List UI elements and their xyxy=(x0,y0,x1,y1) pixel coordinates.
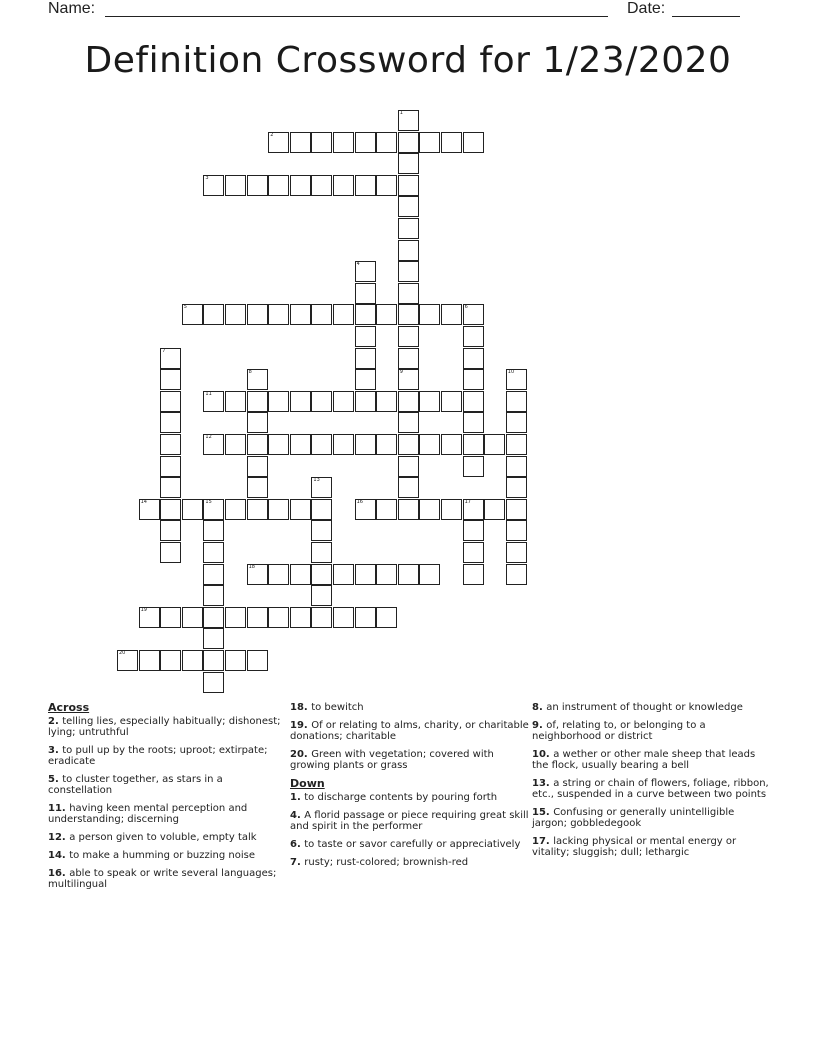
clue-text: of, relating to, or belonging to a neighborhood or district xyxy=(532,720,706,742)
clue-number-label: 1. xyxy=(290,792,305,803)
grid-cell[interactable] xyxy=(355,607,376,628)
grid-cell[interactable] xyxy=(225,607,246,628)
grid-cell[interactable] xyxy=(333,132,354,153)
grid-cell[interactable] xyxy=(290,175,311,196)
clue-item xyxy=(48,803,288,825)
grid-cell[interactable] xyxy=(247,499,268,520)
grid-cell[interactable] xyxy=(398,132,419,153)
grid-cell[interactable] xyxy=(311,499,332,520)
grid-cell[interactable] xyxy=(160,542,181,563)
grid-cell[interactable] xyxy=(160,391,181,412)
name-label: Name: xyxy=(48,0,96,17)
grid-cell[interactable] xyxy=(160,477,181,498)
grid-cell[interactable] xyxy=(290,564,311,585)
grid-cell[interactable] xyxy=(376,391,397,412)
grid-cell[interactable] xyxy=(311,585,332,606)
grid-cell[interactable] xyxy=(311,477,332,498)
grid-cell[interactable] xyxy=(441,132,462,153)
clue-number-label: 3. xyxy=(48,745,63,756)
page-title: Definition Crossword for 1/23/2020 xyxy=(84,40,732,81)
grid-cell[interactable] xyxy=(398,434,419,455)
grid-cell[interactable] xyxy=(506,391,527,412)
clue-number: 4 xyxy=(356,261,360,268)
grid-cell[interactable] xyxy=(268,607,289,628)
clue-item xyxy=(532,778,772,800)
grid-cell[interactable] xyxy=(225,650,246,671)
grid-cell[interactable] xyxy=(311,607,332,628)
grid-cell[interactable] xyxy=(225,434,246,455)
grid-cell[interactable] xyxy=(268,434,289,455)
grid-cell[interactable] xyxy=(463,499,484,520)
down-heading: Down xyxy=(290,777,325,790)
grid-cell[interactable] xyxy=(463,434,484,455)
grid-cell[interactable] xyxy=(268,391,289,412)
grid-cell[interactable] xyxy=(333,391,354,412)
clue-number-label: 10. xyxy=(532,749,554,760)
grid-cell[interactable] xyxy=(203,564,224,585)
grid-cell[interactable] xyxy=(398,369,419,390)
grid-cell[interactable] xyxy=(355,348,376,369)
clue-number: 5 xyxy=(183,304,187,311)
grid-cell[interactable] xyxy=(311,434,332,455)
clue-number: 16 xyxy=(356,498,363,505)
grid-cell[interactable] xyxy=(182,304,203,325)
grid-cell[interactable] xyxy=(355,304,376,325)
clue-number: 2 xyxy=(270,131,274,138)
grid-cell[interactable] xyxy=(290,304,311,325)
grid-cell[interactable] xyxy=(441,499,462,520)
clue-number-label: 15. xyxy=(532,807,554,818)
grid-cell[interactable] xyxy=(355,326,376,347)
clue-number: 9 xyxy=(399,369,403,376)
grid-cell[interactable] xyxy=(268,304,289,325)
clue-number: 7 xyxy=(162,347,166,354)
grid-cell[interactable] xyxy=(355,499,376,520)
grid-cell[interactable] xyxy=(268,132,289,153)
clue-item xyxy=(48,868,288,890)
clue-text: a string or chain of flowers, foliage, ribbon, etc., suspended in a curve between two points xyxy=(532,778,769,800)
grid-cell[interactable] xyxy=(203,175,224,196)
grid-cell[interactable] xyxy=(160,520,181,541)
clue-number-label: 17. xyxy=(532,836,554,847)
grid-cell[interactable] xyxy=(311,520,332,541)
grid-cell[interactable] xyxy=(398,240,419,261)
grid-cell[interactable] xyxy=(376,607,397,628)
grid-cell[interactable] xyxy=(203,434,224,455)
clue-number-label: 14. xyxy=(48,850,70,861)
grid-cell[interactable] xyxy=(376,499,397,520)
clue-item xyxy=(532,836,772,858)
clue-number: 1 xyxy=(399,110,403,116)
clue-text: rusty; rust-colored; brownish-red xyxy=(304,857,469,868)
clue-number: 14 xyxy=(140,498,147,505)
grid-cell[interactable] xyxy=(160,369,181,390)
grid-cell[interactable] xyxy=(355,132,376,153)
clue-number-label: 18. xyxy=(290,702,312,713)
grid-cell[interactable] xyxy=(376,434,397,455)
clue-number-label: 11. xyxy=(48,803,70,814)
clue-text: to pull up by the roots; uproot; extirpate; eradicate xyxy=(48,745,268,767)
grid-cell[interactable] xyxy=(160,348,181,369)
grid-cell[interactable] xyxy=(419,564,440,585)
grid-cell[interactable] xyxy=(311,175,332,196)
clue-text: having keen mental perception and understanding; discerning xyxy=(48,803,248,825)
grid-cell[interactable] xyxy=(463,456,484,477)
grid-cell[interactable] xyxy=(247,175,268,196)
clue-number: 15 xyxy=(205,498,212,505)
grid-cell[interactable] xyxy=(160,412,181,433)
clue-number: 10 xyxy=(507,369,515,376)
clue-text: an instrument of thought or knowledge xyxy=(546,702,743,713)
grid-cell[interactable] xyxy=(225,304,246,325)
grid-cell[interactable] xyxy=(419,434,440,455)
clue-item xyxy=(290,720,530,742)
clue-item xyxy=(290,702,530,713)
clue-item xyxy=(290,749,530,771)
across-heading: Across xyxy=(48,701,90,714)
grid-cell[interactable] xyxy=(139,499,160,520)
grid-cell[interactable] xyxy=(463,304,484,325)
grid-cell[interactable] xyxy=(398,348,419,369)
clue-text: to bewitch xyxy=(311,702,364,713)
grid-cell[interactable] xyxy=(160,607,181,628)
grid-cell[interactable] xyxy=(311,132,332,153)
grid-cell[interactable] xyxy=(311,564,332,585)
clue-item xyxy=(290,857,530,868)
clue-item xyxy=(48,716,288,738)
clue-item xyxy=(48,832,288,843)
grid-cell[interactable] xyxy=(506,564,527,585)
grid-cell[interactable] xyxy=(355,369,376,390)
clue-item xyxy=(48,745,288,767)
grid-cell[interactable] xyxy=(506,369,527,390)
clue-number: 20 xyxy=(119,650,126,656)
grid-cell[interactable] xyxy=(247,477,268,498)
grid-cell[interactable] xyxy=(419,391,440,412)
grid-cell[interactable] xyxy=(203,304,224,325)
clue-text: able to speak or write several languages; multilingual xyxy=(48,868,277,890)
clue-number-label: 8. xyxy=(532,702,547,713)
grid-cell[interactable] xyxy=(398,456,419,477)
grid-cell[interactable] xyxy=(117,650,138,671)
grid-cell[interactable] xyxy=(463,542,484,563)
grid-cell[interactable] xyxy=(441,304,462,325)
grid-cell[interactable] xyxy=(203,542,224,563)
clues-column-2 xyxy=(290,702,530,875)
grid-cell[interactable] xyxy=(311,391,332,412)
grid-cell[interactable] xyxy=(355,391,376,412)
grid-cell[interactable] xyxy=(398,218,419,239)
grid-cell[interactable] xyxy=(290,607,311,628)
grid-cell[interactable] xyxy=(355,261,376,282)
clue-number-label: 7. xyxy=(290,857,305,868)
grid-cell[interactable] xyxy=(268,564,289,585)
grid-cell[interactable] xyxy=(398,110,419,131)
grid-cell[interactable] xyxy=(225,175,246,196)
grid-cell[interactable] xyxy=(376,304,397,325)
clue-number-label: 4. xyxy=(290,810,305,821)
clue-number: 12 xyxy=(205,434,212,440)
clue-number-label: 16. xyxy=(48,868,70,879)
grid-cell[interactable] xyxy=(398,326,419,347)
grid-cell[interactable] xyxy=(398,153,419,174)
grid-cell[interactable] xyxy=(463,132,484,153)
clue-number-label: 19. xyxy=(290,720,312,731)
clue-number: 11 xyxy=(205,390,212,397)
clue-item xyxy=(290,810,530,832)
grid-cell[interactable] xyxy=(203,585,224,606)
clue-text: Confusing or generally unintelligible jargon; gobbledegook xyxy=(532,807,735,829)
grid-cell[interactable] xyxy=(355,564,376,585)
grid-cell[interactable] xyxy=(290,434,311,455)
grid-cell[interactable] xyxy=(182,650,203,671)
grid-cell[interactable] xyxy=(333,304,354,325)
clues-column-1 xyxy=(48,702,288,897)
grid-cell[interactable] xyxy=(268,499,289,520)
clue-number: 6 xyxy=(464,304,468,311)
grid-cell[interactable] xyxy=(398,412,419,433)
grid-cell[interactable] xyxy=(203,607,224,628)
grid-cell[interactable] xyxy=(398,261,419,282)
clue-text: Green with vegetation; covered with growing plants or grass xyxy=(290,749,494,771)
clue-text: a wether or other male sheep that leads the flock, usually bearing a bell xyxy=(532,749,756,771)
grid-cell[interactable] xyxy=(463,348,484,369)
grid-cell[interactable] xyxy=(419,499,440,520)
clue-number-label: 20. xyxy=(290,749,312,760)
grid-cell[interactable] xyxy=(247,391,268,412)
grid-cell[interactable] xyxy=(333,564,354,585)
clue-item xyxy=(290,839,530,850)
clue-text: to make a humming or buzzing noise xyxy=(69,850,255,861)
grid-cell[interactable] xyxy=(160,434,181,455)
clue-item xyxy=(532,749,772,771)
clue-item xyxy=(532,720,772,742)
grid-cell[interactable] xyxy=(290,391,311,412)
grid-cell[interactable] xyxy=(484,499,505,520)
clue-text: to discharge contents by pouring forth xyxy=(304,792,498,803)
clue-number: 8 xyxy=(248,369,252,376)
grid-cell[interactable] xyxy=(333,434,354,455)
grid-cell[interactable] xyxy=(463,520,484,541)
clue-item xyxy=(532,702,772,713)
grid-cell[interactable] xyxy=(139,607,160,628)
grid-cell[interactable] xyxy=(463,564,484,585)
grid-cell[interactable] xyxy=(398,283,419,304)
grid-cell[interactable] xyxy=(463,412,484,433)
grid-cell[interactable] xyxy=(463,391,484,412)
grid-cell[interactable] xyxy=(225,391,246,412)
clue-number: 19 xyxy=(140,606,147,613)
clue-text: Of or relating to alms, charity, or charitable donations; charitable xyxy=(290,720,529,742)
clue-number: 3 xyxy=(205,174,209,181)
grid-cell[interactable] xyxy=(441,391,462,412)
clue-text: lacking physical or mental energy or vitality; sluggish; dull; lethargic xyxy=(532,836,737,858)
grid-cell[interactable] xyxy=(355,434,376,455)
grid-cell[interactable] xyxy=(333,175,354,196)
grid-cell[interactable] xyxy=(506,434,527,455)
grid-cell[interactable] xyxy=(225,499,246,520)
clue-text: to taste or savor carefully or appreciatively xyxy=(304,839,521,850)
grid-cell[interactable] xyxy=(247,412,268,433)
grid-cell[interactable] xyxy=(247,304,268,325)
grid-cell[interactable] xyxy=(398,564,419,585)
grid-cell[interactable] xyxy=(203,672,224,693)
grid-cell[interactable] xyxy=(290,499,311,520)
grid-cell[interactable] xyxy=(247,369,268,390)
clue-number-label: 6. xyxy=(290,839,305,850)
clue-number-label: 5. xyxy=(48,774,63,785)
clue-number-label: 9. xyxy=(532,720,547,731)
grid-cell[interactable] xyxy=(398,499,419,520)
clue-number-label: 13. xyxy=(532,778,554,789)
grid-cell[interactable] xyxy=(441,434,462,455)
clue-item xyxy=(290,792,530,803)
grid-cell[interactable] xyxy=(506,456,527,477)
grid-cell[interactable] xyxy=(203,520,224,541)
clue-number: 18 xyxy=(248,563,255,570)
grid-cell[interactable] xyxy=(203,628,224,649)
clue-item xyxy=(48,850,288,861)
grid-cell[interactable] xyxy=(376,175,397,196)
grid-cell[interactable] xyxy=(203,650,224,671)
clue-item xyxy=(532,807,772,829)
grid-cell[interactable] xyxy=(333,607,354,628)
grid-cell[interactable] xyxy=(506,477,527,498)
grid-cell[interactable] xyxy=(290,132,311,153)
grid-cell[interactable] xyxy=(398,196,419,217)
grid-cell[interactable] xyxy=(182,607,203,628)
grid-cell[interactable] xyxy=(398,175,419,196)
clue-text: to cluster together, as stars in a constellation xyxy=(48,774,223,796)
grid-cell[interactable] xyxy=(160,456,181,477)
grid-cell[interactable] xyxy=(376,132,397,153)
grid-cell[interactable] xyxy=(419,132,440,153)
clue-number-label: 2. xyxy=(48,716,63,727)
grid-cell[interactable] xyxy=(182,499,203,520)
grid-cell[interactable] xyxy=(268,175,289,196)
grid-cell[interactable] xyxy=(247,607,268,628)
grid-cell[interactable] xyxy=(160,650,181,671)
grid-cell[interactable] xyxy=(419,304,440,325)
grid-cell[interactable] xyxy=(247,434,268,455)
grid-cell[interactable] xyxy=(484,434,505,455)
date-label: Date: xyxy=(627,0,666,17)
grid-cell[interactable] xyxy=(203,391,224,412)
clue-number: 13 xyxy=(313,477,320,484)
grid-cell[interactable] xyxy=(506,499,527,520)
grid-cell[interactable] xyxy=(506,520,527,541)
grid-cell[interactable] xyxy=(160,499,181,520)
grid-cell[interactable] xyxy=(247,564,268,585)
clues-column-3 xyxy=(532,702,772,865)
grid-cell[interactable] xyxy=(203,499,224,520)
grid-cell[interactable] xyxy=(463,369,484,390)
clue-number-label: 12. xyxy=(48,832,70,843)
clue-item xyxy=(48,774,288,796)
grid-cell[interactable] xyxy=(247,650,268,671)
clue-text: a person given to voluble, empty talk xyxy=(69,832,257,843)
grid-cell[interactable] xyxy=(398,391,419,412)
clue-number: 17 xyxy=(464,498,471,505)
grid-cell[interactable] xyxy=(376,564,397,585)
grid-cell[interactable] xyxy=(139,650,160,671)
clue-text: telling lies, especially habitually; dishonest; lying; untruthful xyxy=(48,716,281,738)
grid-cell[interactable] xyxy=(398,477,419,498)
grid-cell[interactable] xyxy=(355,283,376,304)
grid-cell[interactable] xyxy=(355,175,376,196)
clue-text: A florid passage or piece requiring great skill and spirit in the performer xyxy=(290,810,529,832)
grid-cell[interactable] xyxy=(463,326,484,347)
grid-cell[interactable] xyxy=(247,456,268,477)
grid-cell[interactable] xyxy=(506,542,527,563)
grid-cell[interactable] xyxy=(506,412,527,433)
grid-cell[interactable] xyxy=(311,304,332,325)
grid-cell[interactable] xyxy=(398,304,419,325)
grid-cell[interactable] xyxy=(311,542,332,563)
